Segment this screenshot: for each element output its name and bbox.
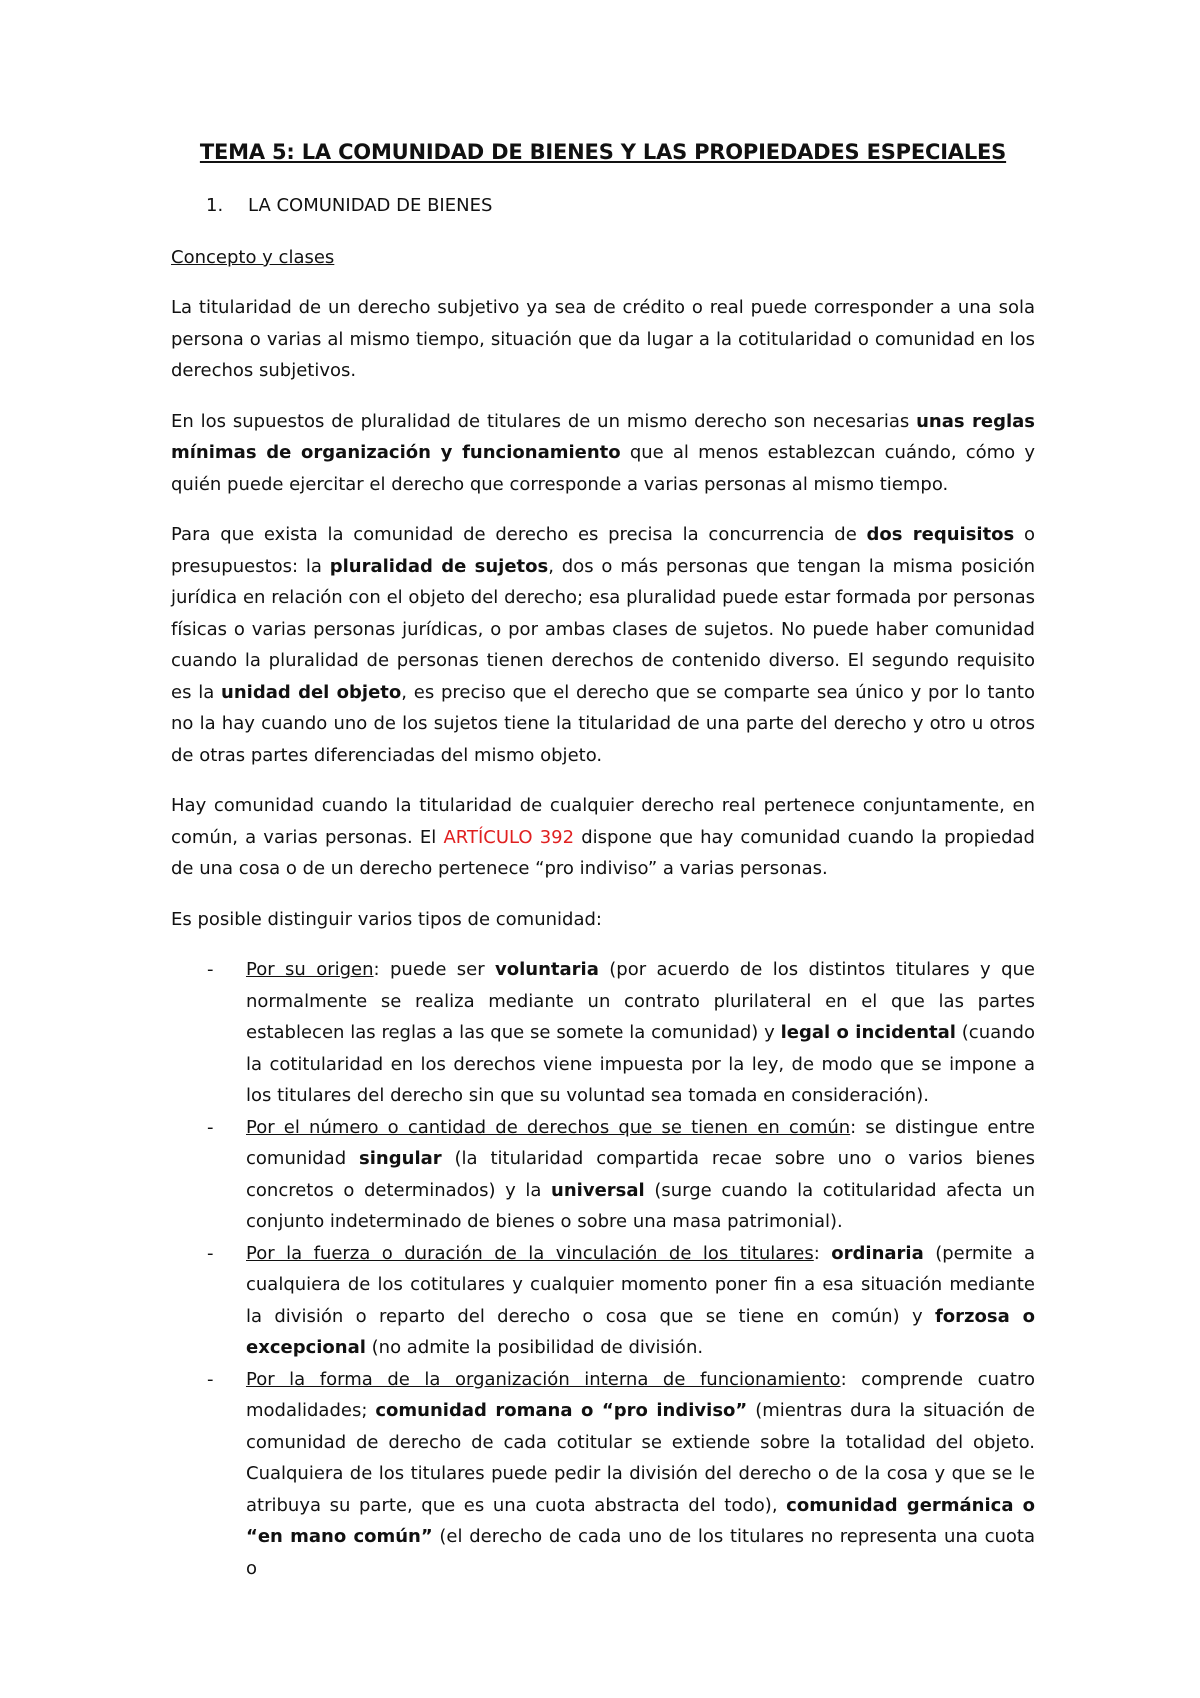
paragraph-5: Es posible distinguir varios tipos de comunidad: <box>171 908 602 930</box>
section-label: LA COMUNIDAD DE BIENES <box>248 195 493 216</box>
types-list <box>171 954 1035 1584</box>
section-heading <box>171 192 1035 220</box>
paragraph-2: En los supuestos de pluralidad de titulares de un mismo derecho son necesarias unas reglas mínimas de organización y funcionamiento que al menos establezcan cuándo, cómo y quién puede ejercitar el derecho que corresponde a varias personas al mismo tiempo. <box>171 410 1036 495</box>
subheading: Concepto y clases <box>171 247 335 268</box>
paragraph-4: Hay comunidad cuando la titularidad de cualquier derecho real pertenece conjuntamente, en común, a varias personas. El ARTÍCULO 392 dispone que hay comunidad cuando la propiedad de una cosa o de un derecho pertenece “pro indiviso” a varias personas. <box>171 795 1035 879</box>
list-item: - Por la fuerza o duración de la vinculación de los titulares: ordinaria (permite a cualquiera de los cotitulares y cualquier momento poner fin a esa situación mediante la división o reparto del derecho o cosa que se tiene en común) y forzosa o excepcional (no admite la posibilidad de división. <box>207 1242 1035 1358</box>
list-item: - Por su origen: puede ser voluntaria (por acuerdo de los distintos titulares y que normalmente se realiza mediante un contrato plurilateral en el que las partes establecen las reglas a las que se somete la comunidad) y legal o incidental (cuando la cotitularidad en los derechos viene impuesta por la ley, de modo que se impone a los titulares del derecho sin que su voluntad sea tomada en consideración). <box>207 959 1035 1106</box>
page-title: TEMA 5: LA COMUNIDAD DE BIENES Y LAS PROPIEDADES ESPECIALES <box>199 140 1007 164</box>
article-reference: ARTÍCULO 392 <box>443 826 575 848</box>
section-number: 1. <box>206 195 224 216</box>
list-item: - Por la forma de la organización interna de funcionamiento: comprende cuatro modalidades; comunidad romana o “pro indiviso” (mientras dura la situación de comunidad de derecho de cada cotitular se extiende sobre la totalidad del objeto. Cualquiera de los titulares puede pedir la división del derecho o de la cosa y que se le atribuya su parte, que es una cuota abstracta del todo), comunidad germánica o “en mano común” (el derecho de cada uno de los titulares no representa una cuota o <box>207 1368 1036 1579</box>
paragraph-3: Para que exista la comunidad de derecho es precisa la concurrencia de dos requisitos o presupuestos: la pluralidad de sujetos, dos o más personas que tengan la misma posición jurídica en relación con el objeto del derecho; esa pluralidad puede estar formada por personas físicas o varias personas jurídicas, o por ambas clases de sujetos. No puede haber comunidad cuando la pluralidad de personas tienen derechos de contenido diverso. El segundo requisito es la unidad del objeto, es preciso que el derecho que se comparte sea único y por lo tanto no la hay cuando uno de los sujetos tiene la titularidad de una parte del derecho y otro u otros de otras partes diferenciadas del mismo objeto. <box>171 524 1036 766</box>
paragraph-1: La titularidad de un derecho subjetivo ya sea de crédito o real puede corresponder a una sola persona o varias al mismo tiempo, situación que da lugar a la cotitularidad o comunidad en los derechos subjetivos. <box>171 297 1035 381</box>
document-content <box>171 140 1035 1584</box>
list-item: - Por el número o cantidad de derechos que se tienen en común: se distingue entre comunidad singular (la titularidad compartida recae sobre uno o varios bienes concretos o determinados) y la universal (surge cuando la cotitularidad afecta un conjunto indeterminado de bienes o sobre una masa patrimonial). <box>207 1116 1036 1232</box>
